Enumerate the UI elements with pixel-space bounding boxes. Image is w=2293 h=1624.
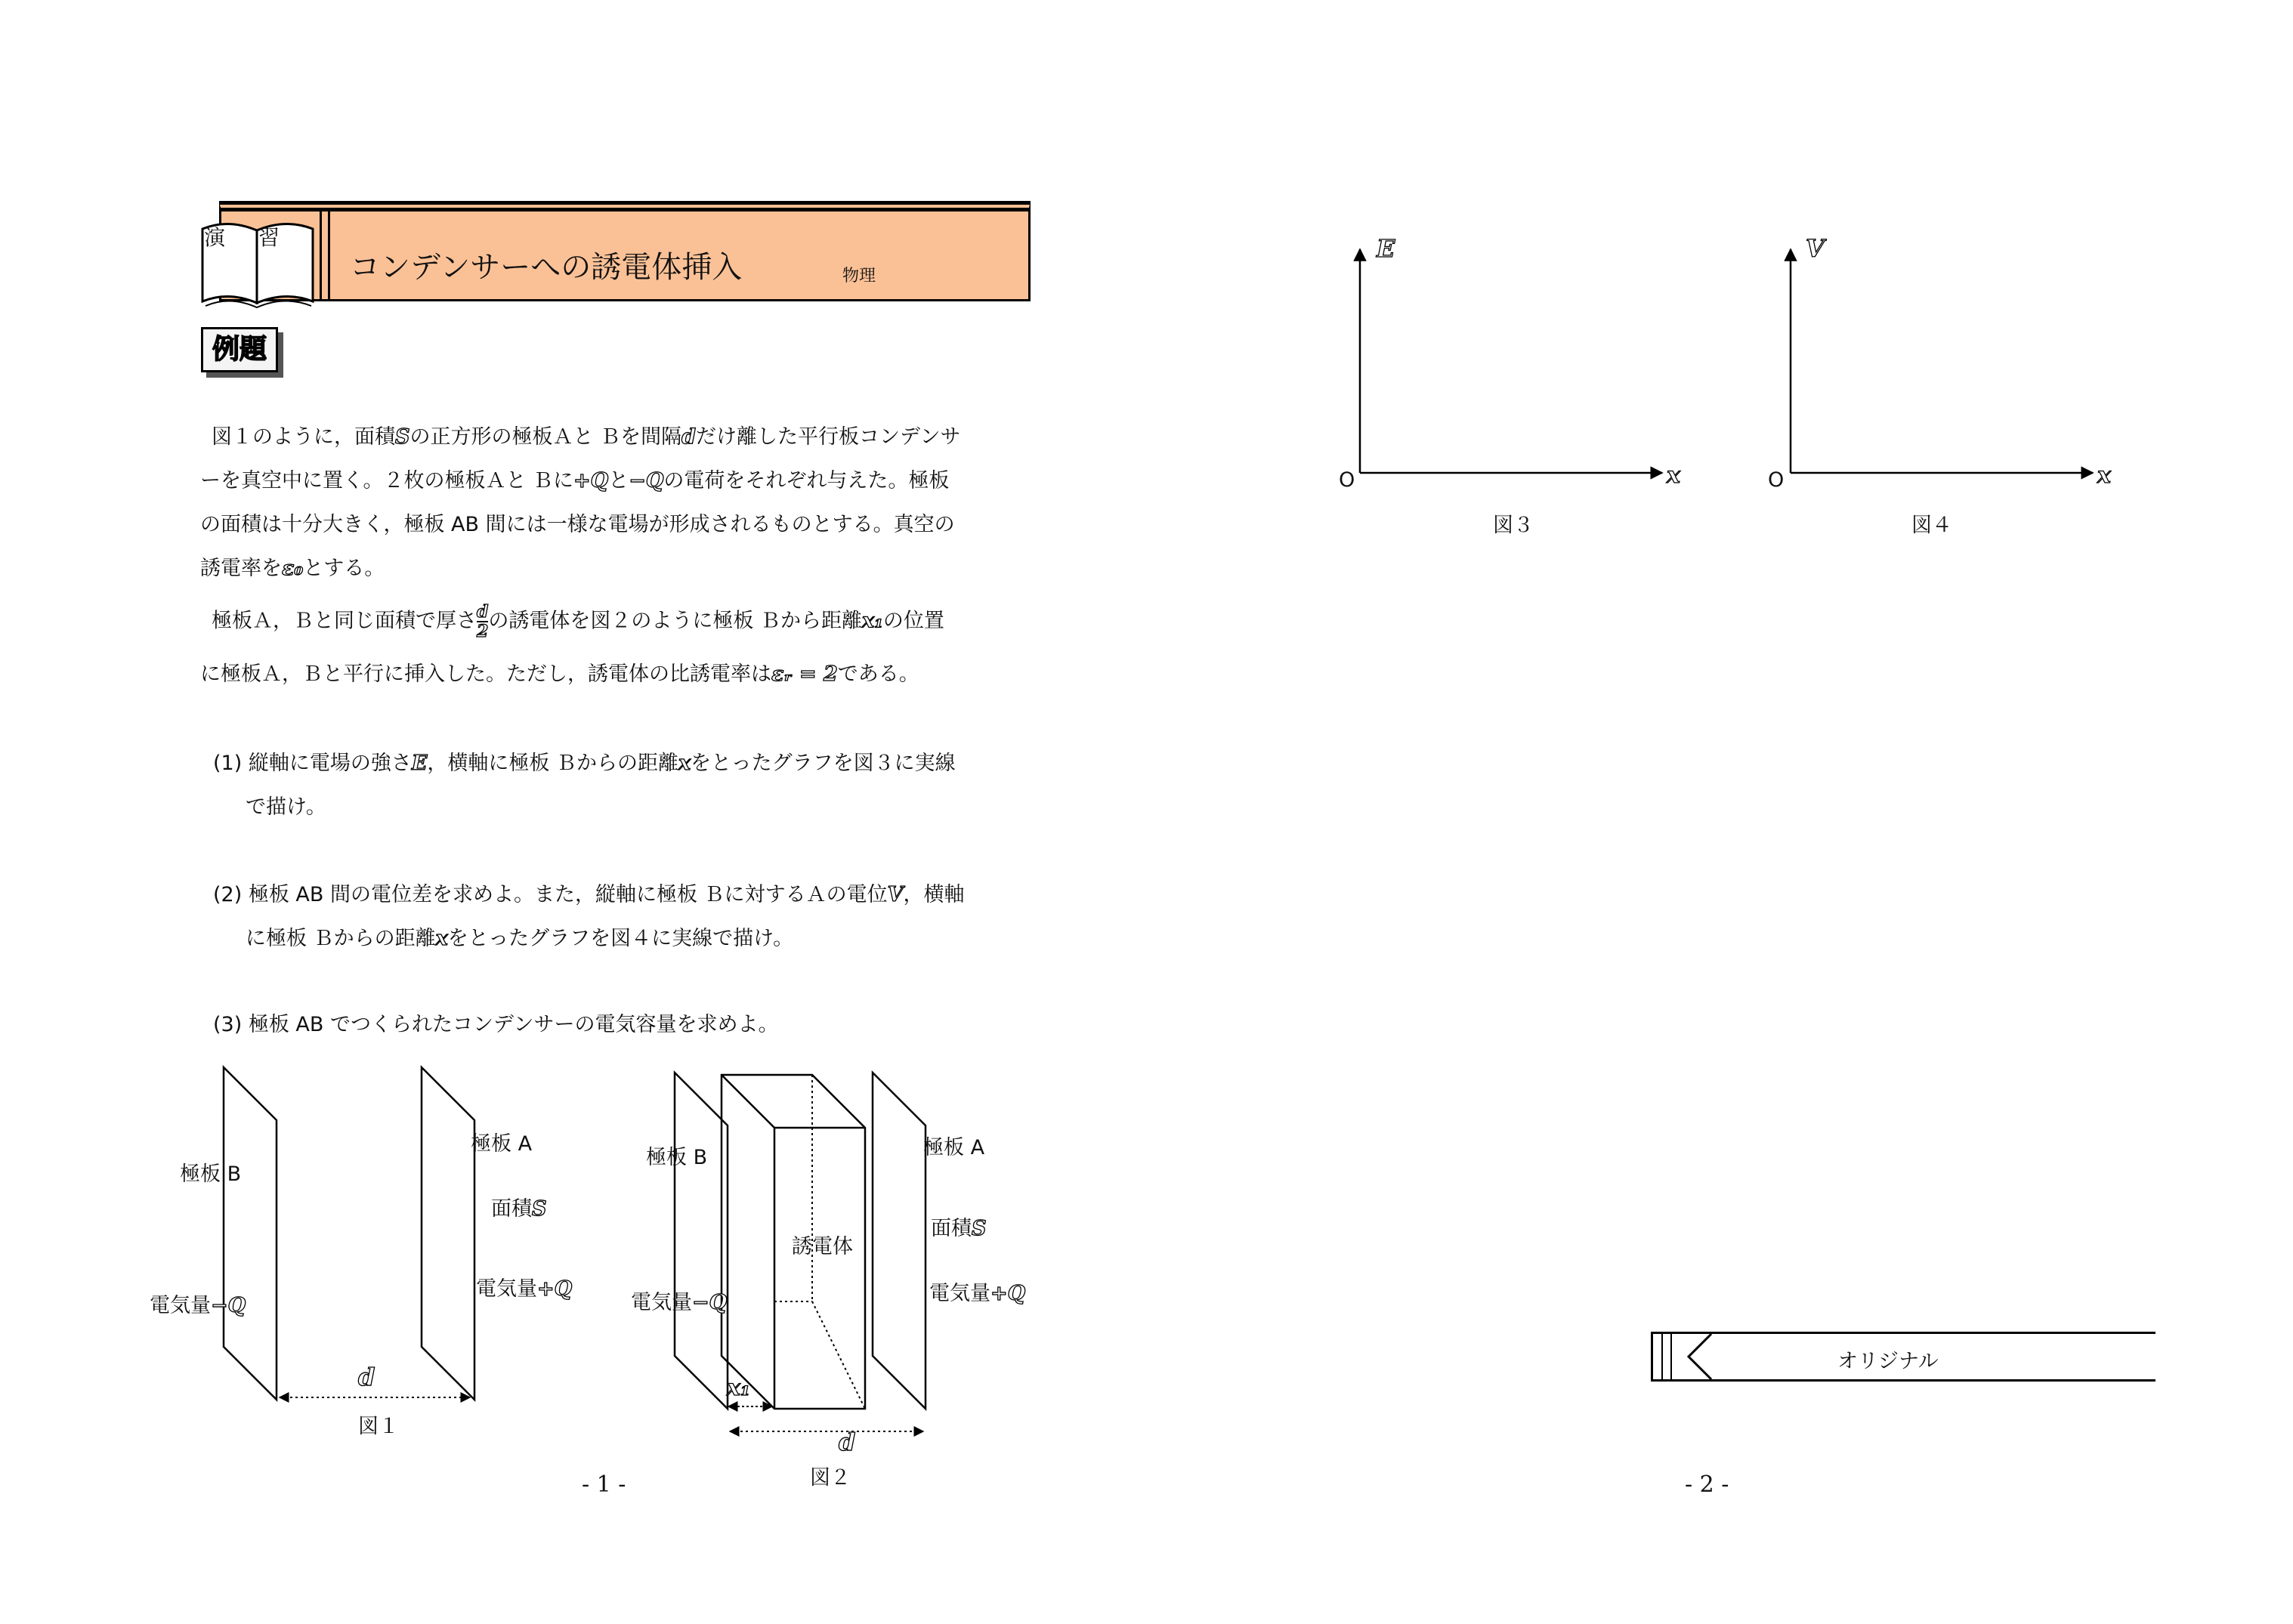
text-run: に極板 Ｂからの距離 — [246, 927, 436, 950]
symbol-plus-q: +Q — [990, 1282, 1026, 1305]
text-run: である。 — [837, 662, 919, 686]
text-run: ，横軸 — [903, 883, 965, 906]
fig1-caption: 図１ — [358, 1415, 399, 1438]
text-run: の電荷をそれぞれ与えた。極板 — [663, 469, 950, 492]
badge-left: 演 — [204, 225, 226, 250]
fig2-plate-a-label: 極板 A — [923, 1136, 985, 1159]
fig2-charge-a-label — [929, 1277, 1025, 1306]
text-run: だけ離した平行板コンデンサ — [695, 425, 961, 449]
text-run: とする。 — [303, 557, 385, 580]
fig4-y-label: V — [1806, 234, 1825, 263]
symbol-plus-q: +Q — [573, 469, 609, 492]
symbol-minus-q: −Q — [629, 469, 664, 492]
example-badge: 例題 — [201, 327, 278, 372]
text-run: の位置 — [882, 609, 944, 633]
fig1-plate-a-label: 極板 A — [471, 1132, 533, 1156]
text-run: 面積 — [491, 1197, 532, 1221]
text-run: (1) 縦軸に電場の強さ — [213, 752, 412, 775]
symbol-d: d — [681, 425, 696, 449]
fig4-caption: 図４ — [1911, 514, 1952, 537]
text-run: 図１のように，面積 — [212, 425, 395, 449]
original-ribbon — [1651, 1332, 2155, 1382]
symbol-x: x — [435, 927, 448, 950]
symbol-epsilon0: ε₀ — [282, 557, 304, 580]
symbol-S: S — [395, 425, 410, 449]
page-title: コンデンサーへの誘電体挿入 — [350, 250, 743, 285]
fig1-plate-b — [224, 1067, 277, 1400]
text-run: に極板Ａ，Ｂと平行に挿入した。ただし，誘電体の比誘電率は — [200, 662, 771, 686]
fig2-caption: 図２ — [810, 1466, 851, 1490]
text-run: ーを真空中に置く。２枚の極板Ａと Ｂに — [200, 469, 574, 492]
text-run: 電気量 — [150, 1294, 211, 1317]
text-run: と — [608, 469, 629, 492]
text-run: の誘電体を図２のように極板 Ｂから距離 — [488, 609, 862, 633]
symbol-plus-q: +Q — [537, 1277, 573, 1301]
text-run: 面積 — [931, 1217, 972, 1240]
question-3: (3) 極板 AB でつくられたコンデンサーの電気容量を求めよ。 — [213, 1013, 779, 1036]
symbol-V: V — [887, 883, 904, 906]
fig2-area-label — [931, 1212, 987, 1241]
symbol-E: E — [411, 752, 428, 775]
fig1-charge-a-label — [476, 1272, 572, 1301]
text-run: (2) 極板 AB 間の電位差を求めよ。また，縦軸に極板 Ｂに対するＡの電位 — [213, 883, 888, 906]
fraction-numerator: d — [477, 602, 489, 622]
fig1-charge-b-label — [150, 1289, 246, 1318]
page-number-right: - 2 - — [1685, 1471, 1729, 1498]
text-run: をとったグラフを図３に実線 — [691, 752, 956, 775]
fig3-y-label: E — [1377, 234, 1395, 263]
text-run: 電気量 — [631, 1291, 692, 1314]
text-run: をとったグラフを図４に実線で描け。 — [447, 927, 794, 950]
fig3-x-label: x — [1667, 462, 1680, 489]
page-number-left: - 1 - — [582, 1471, 626, 1498]
symbol-S: S — [972, 1217, 987, 1240]
fig1-area-label — [491, 1192, 547, 1221]
symbol-S: S — [532, 1197, 547, 1221]
symbol-x: x — [678, 752, 691, 775]
fig2-dielectric-label: 誘電体 — [792, 1235, 853, 1258]
fig2-plate-b-label: 極板 B — [646, 1146, 708, 1169]
fig1-plate-b-label: 極板 B — [180, 1162, 242, 1186]
text-run: 誘電率を — [200, 557, 282, 580]
fig2-d-label: d — [839, 1428, 856, 1456]
text-run: 電気量 — [476, 1277, 537, 1301]
fig2-plate-a — [873, 1073, 926, 1409]
fig2-x1-label: x₁ — [727, 1375, 751, 1401]
fig4-origin-label: O — [1768, 468, 1785, 492]
symbol-minus-q: −Q — [692, 1291, 728, 1314]
text-run: 極板Ａ，Ｂと同じ面積で厚さ — [212, 609, 477, 633]
badge-right: 習 — [258, 225, 280, 250]
fig1-plate-a — [422, 1067, 474, 1400]
question-1-line-2: で描け。 — [246, 795, 326, 819]
fig3-caption: 図３ — [1493, 514, 1534, 537]
subject-label: 物理 — [842, 267, 876, 286]
fig2-plate-b — [675, 1073, 728, 1409]
fig4-x-label: x — [2097, 462, 2111, 489]
text-run: ，横軸に極板 Ｂからの距離 — [427, 752, 679, 775]
fig3-origin-label: O — [1339, 468, 1355, 492]
fraction-denominator: 2 — [477, 622, 489, 641]
text-run: 電気量 — [929, 1282, 990, 1305]
fig2-charge-b-label — [631, 1286, 727, 1315]
fig1-d-label: d — [358, 1363, 375, 1391]
original-label: オリジナル — [1837, 1350, 1939, 1373]
symbol-minus-q: −Q — [211, 1294, 246, 1317]
symbol-epsilon-r: εᵣ = 2 — [771, 662, 838, 686]
symbol-x1: x₁ — [861, 609, 883, 633]
text-run: の正方形の極板Ａと Ｂを間隔 — [409, 425, 682, 449]
problem-line-3: の面積は十分大きく，極板 AB 間には一様な電場が形成されるものとする。真空の — [200, 513, 955, 536]
